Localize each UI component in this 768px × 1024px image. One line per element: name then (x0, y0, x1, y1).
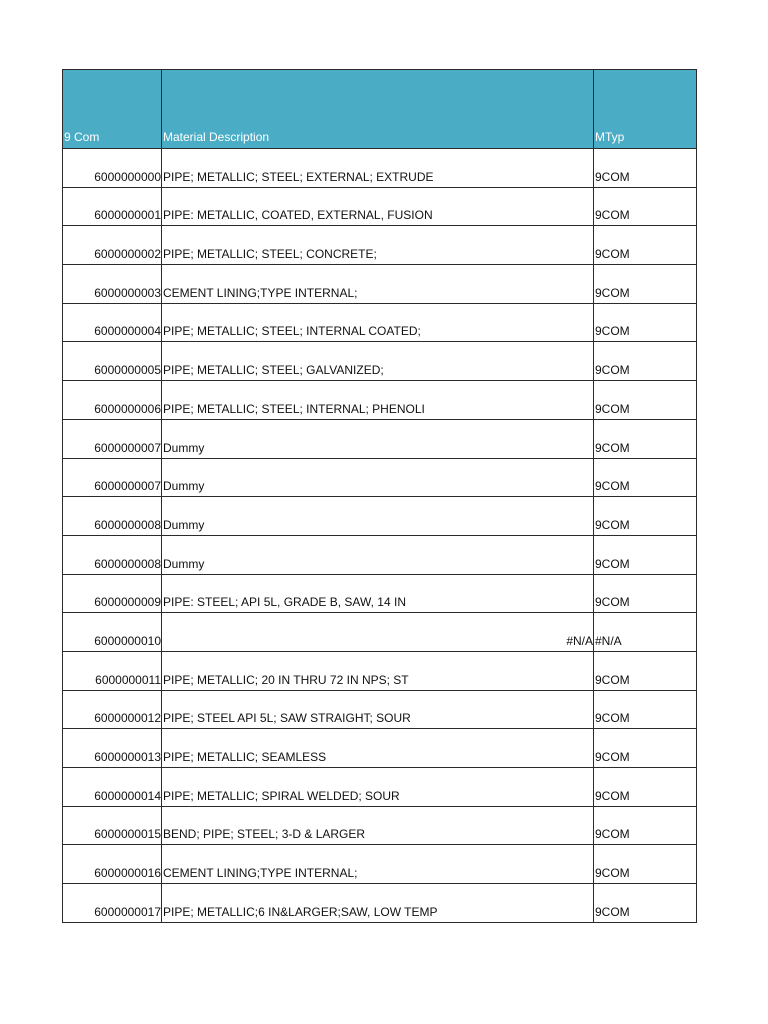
material-code-cell: 6000000002 (63, 226, 162, 265)
table-row (63, 419, 697, 458)
material-code-cell: 6000000007 (63, 419, 162, 458)
material-code-cell: 6000000013 (63, 729, 162, 768)
material-code-cell: 6000000004 (63, 303, 162, 342)
material-code-cell: 6000000010 (63, 613, 162, 652)
material-code-cell: 6000000017 (63, 884, 162, 923)
header-code: 9 Com (63, 70, 162, 149)
material-type-cell: 9COM (594, 729, 697, 768)
material-description-cell: PIPE: STEEL; API 5L, GRADE B, SAW, 14 IN (162, 574, 594, 613)
table-body (63, 149, 697, 923)
material-code-cell: 6000000009 (63, 574, 162, 613)
material-description-cell: CEMENT LINING;TYPE INTERNAL; (162, 265, 594, 304)
material-type-cell: #N/A (594, 613, 697, 652)
material-description-cell: PIPE; METALLIC; STEEL; EXTERNAL; EXTRUDE (162, 149, 594, 188)
material-description-cell: PIPE; METALLIC; STEEL; INTERNAL; PHENOLI (162, 381, 594, 420)
material-code-cell: 6000000015 (63, 806, 162, 845)
material-type-cell: 9COM (594, 342, 697, 381)
material-description-cell: BEND; PIPE; STEEL; 3-D & LARGER (162, 806, 594, 845)
material-type-cell: 9COM (594, 381, 697, 420)
table-row (63, 690, 697, 729)
material-type-cell: 9COM (594, 768, 697, 807)
material-type-cell: 9COM (594, 497, 697, 536)
material-type-cell: 9COM (594, 574, 697, 613)
material-type-cell: 9COM (594, 651, 697, 690)
material-code-cell: 6000000014 (63, 768, 162, 807)
material-code-cell: 6000000012 (63, 690, 162, 729)
header-mtyp: MTyp (594, 70, 697, 149)
material-description-cell: PIPE; METALLIC; SEAMLESS (162, 729, 594, 768)
material-type-cell: 9COM (594, 419, 697, 458)
material-description-cell: CEMENT LINING;TYPE INTERNAL; (162, 845, 594, 884)
table-row (63, 458, 697, 497)
material-description-cell: Dummy (162, 458, 594, 497)
material-description-cell: PIPE; METALLIC; 20 IN THRU 72 IN NPS; ST (162, 651, 594, 690)
material-description-cell: PIPE; METALLIC; SPIRAL WELDED; SOUR (162, 768, 594, 807)
material-description-cell: Dummy (162, 535, 594, 574)
material-type-cell: 9COM (594, 845, 697, 884)
table-row (63, 303, 697, 342)
header-description: Material Description (162, 70, 594, 149)
header-row (63, 70, 697, 149)
material-description-cell: PIPE; METALLIC; STEEL; INTERNAL COATED; (162, 303, 594, 342)
table-row (63, 149, 697, 188)
material-type-cell: 9COM (594, 535, 697, 574)
material-type-cell: 9COM (594, 187, 697, 226)
material-type-cell: 9COM (594, 458, 697, 497)
table-row (63, 651, 697, 690)
table-row (63, 265, 697, 304)
table-row (63, 342, 697, 381)
table-row (63, 187, 697, 226)
material-type-cell: 9COM (594, 806, 697, 845)
table-row (63, 613, 697, 652)
material-description-cell: #N/A (162, 613, 594, 652)
material-description-cell: Dummy (162, 497, 594, 536)
table-row (63, 535, 697, 574)
material-description-cell: PIPE; METALLIC; STEEL; GALVANIZED; (162, 342, 594, 381)
material-description-cell: PIPE; METALLIC; STEEL; CONCRETE; (162, 226, 594, 265)
material-type-cell: 9COM (594, 303, 697, 342)
material-type-cell: 9COM (594, 690, 697, 729)
table-row (63, 226, 697, 265)
material-code-cell: 6000000008 (63, 535, 162, 574)
table-row (63, 381, 697, 420)
material-code-cell: 6000000008 (63, 497, 162, 536)
table-row (63, 574, 697, 613)
table-row (63, 806, 697, 845)
material-code-cell: 6000000003 (63, 265, 162, 304)
material-code-cell: 6000000006 (63, 381, 162, 420)
material-code-cell: 6000000011 (63, 651, 162, 690)
material-description-cell: Dummy (162, 419, 594, 458)
material-type-cell: 9COM (594, 884, 697, 923)
material-code-cell: 6000000000 (63, 149, 162, 188)
material-code-cell: 6000000007 (63, 458, 162, 497)
material-code-cell: 6000000005 (63, 342, 162, 381)
material-type-cell: 9COM (594, 226, 697, 265)
table-row (63, 497, 697, 536)
table-row (63, 845, 697, 884)
material-code-cell: 6000000001 (63, 187, 162, 226)
material-description-cell: PIPE: METALLIC, COATED, EXTERNAL, FUSION (162, 187, 594, 226)
material-description-cell: PIPE; METALLIC;6 IN&LARGER;SAW, LOW TEMP (162, 884, 594, 923)
table-row (63, 768, 697, 807)
material-description-cell: PIPE; STEEL API 5L; SAW STRAIGHT; SOUR (162, 690, 594, 729)
material-table (62, 69, 697, 923)
material-type-cell: 9COM (594, 265, 697, 304)
table-row (63, 884, 697, 923)
material-code-cell: 6000000016 (63, 845, 162, 884)
table-row (63, 729, 697, 768)
material-type-cell: 9COM (594, 149, 697, 188)
